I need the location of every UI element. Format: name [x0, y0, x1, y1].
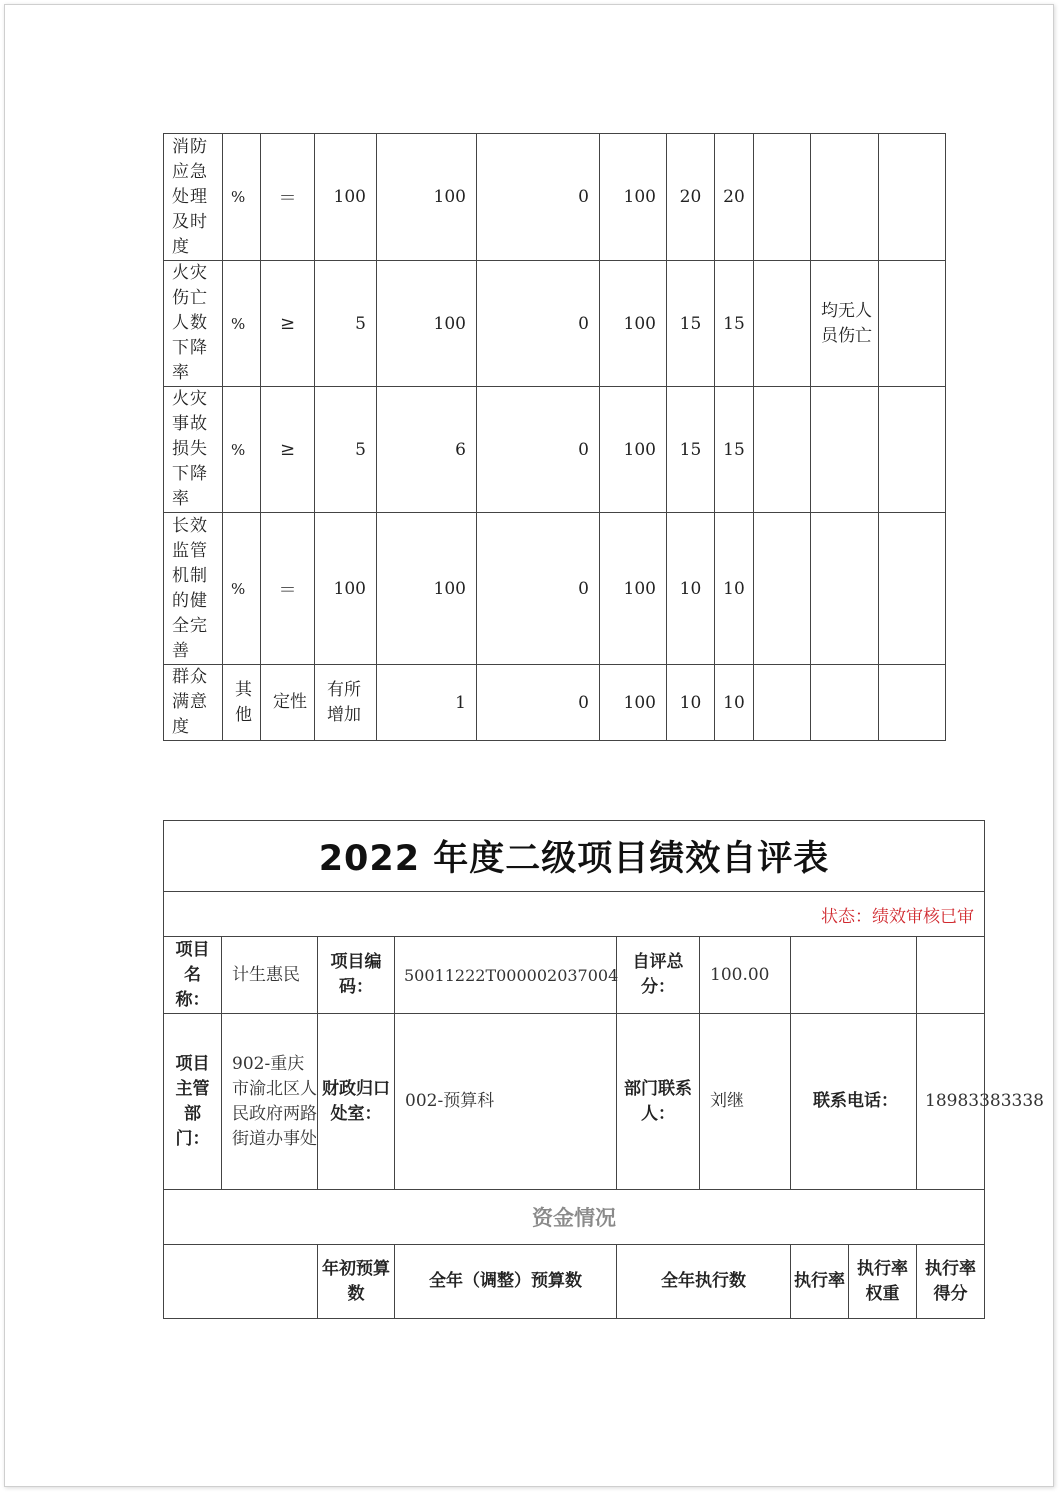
indicator-note: [811, 387, 879, 513]
indicator-name: 群众满意度: [164, 665, 223, 741]
total-score-value: 100.00: [700, 937, 791, 1014]
indicator-name: 火灾伤亡人数下降率: [164, 261, 223, 387]
indicator-value-a: 0: [477, 134, 600, 261]
empty-cell: [754, 387, 811, 513]
indicator-actual: 100: [377, 513, 477, 665]
indicator-target: 5: [315, 261, 377, 387]
empty-cell: [879, 513, 946, 665]
empty-cell: [917, 937, 985, 1014]
project-code-label: 项目编码：: [318, 937, 395, 1014]
table-row: [164, 513, 946, 665]
empty-cell: [879, 665, 946, 741]
indicator-note: [811, 513, 879, 665]
finance-office-value: 002-预算科: [395, 1014, 617, 1190]
status-label: 状态：: [821, 906, 873, 927]
indicator-table: [163, 133, 946, 741]
dept-value: 902-重庆市渝北区人民政府两路街道办事处: [222, 1014, 318, 1190]
indicator-score: 15: [715, 261, 754, 387]
phone-value: 18983383338: [917, 1014, 985, 1190]
form-title: 2022 年度二级项目绩效自评表: [164, 821, 985, 892]
indicator-weight: 15: [667, 387, 715, 513]
indicator-target: 有所增加: [315, 665, 377, 741]
project-code-value: 50011222T000002037004: [395, 937, 617, 1014]
funds-header-adjusted-budget: 全年（调整）预算数: [395, 1245, 617, 1319]
indicator-comparator: ＝: [261, 134, 315, 261]
finance-office-label: 财政归口处室：: [318, 1014, 395, 1190]
funds-header-execution-rate: 执行率: [791, 1245, 849, 1319]
self-evaluation-form: [163, 820, 1044, 1319]
indicator-value-b: 100: [600, 513, 667, 665]
empty-cell: [879, 261, 946, 387]
total-score-label: 自评总分：: [617, 937, 700, 1014]
indicator-unit: %: [223, 134, 261, 261]
indicator-score: 10: [715, 665, 754, 741]
funds-header-executed: 全年执行数: [617, 1245, 791, 1319]
status-line: [164, 892, 985, 937]
indicator-actual: 1: [377, 665, 477, 741]
funds-header-initial-budget: 年初预算数: [318, 1245, 395, 1319]
indicator-value-a: 0: [477, 387, 600, 513]
funds-header-empty: [164, 1245, 318, 1319]
indicator-comparator: ≥: [261, 387, 315, 513]
contact-label: 部门联系人：: [617, 1014, 700, 1190]
dept-label: 项目主管部门：: [164, 1014, 222, 1190]
indicator-actual: 100: [377, 134, 477, 261]
indicator-weight: 15: [667, 261, 715, 387]
indicator-comparator: 定性: [261, 665, 315, 741]
indicator-score: 15: [715, 387, 754, 513]
indicator-name: 火灾事故损失下降率: [164, 387, 223, 513]
indicator-score: 10: [715, 513, 754, 665]
status-badge: 绩效审核已审: [872, 906, 975, 927]
indicator-actual: 100: [377, 261, 477, 387]
project-name-label: 项目名称：: [164, 937, 222, 1014]
empty-cell: [754, 261, 811, 387]
empty-cell: [754, 513, 811, 665]
funds-header-rate-score: 执行率得分: [917, 1245, 985, 1319]
indicator-note: [811, 134, 879, 261]
indicator-unit: %: [223, 261, 261, 387]
indicator-name: 长效监管机制的健全完善: [164, 513, 223, 665]
indicator-value-a: 0: [477, 513, 600, 665]
empty-cell: [754, 134, 811, 261]
indicator-value-a: 0: [477, 261, 600, 387]
indicator-value-b: 100: [600, 134, 667, 261]
indicator-value-b: 100: [600, 261, 667, 387]
indicator-weight: 10: [667, 513, 715, 665]
indicator-value-a: 0: [477, 665, 600, 741]
table-row: [164, 261, 946, 387]
funds-header-rate-weight: 执行率权重: [849, 1245, 917, 1319]
empty-cell: [879, 387, 946, 513]
table-row: [164, 665, 946, 741]
indicator-target: 5: [315, 387, 377, 513]
table-row: [164, 134, 946, 261]
indicator-weight: 20: [667, 134, 715, 261]
empty-cell: [754, 665, 811, 741]
indicator-unit: %: [223, 513, 261, 665]
indicator-weight: 10: [667, 665, 715, 741]
indicator-value-b: 100: [600, 665, 667, 741]
indicator-name: 消防应急处理及时度: [164, 134, 223, 261]
funds-section-title: 资金情况: [164, 1190, 985, 1245]
indicator-actual: 6: [377, 387, 477, 513]
contact-value: 刘继: [700, 1014, 791, 1190]
empty-cell: [791, 937, 917, 1014]
indicator-score: 20: [715, 134, 754, 261]
indicator-note: [811, 665, 879, 741]
empty-cell: [879, 134, 946, 261]
phone-label: 联系电话：: [791, 1014, 917, 1190]
table-row: [164, 387, 946, 513]
indicator-comparator: ≥: [261, 261, 315, 387]
indicator-note: 均无人员伤亡: [811, 261, 879, 387]
indicator-target: 100: [315, 134, 377, 261]
indicator-unit: %: [223, 387, 261, 513]
project-name-value: 计生惠民: [222, 937, 318, 1014]
indicator-comparator: ＝: [261, 513, 315, 665]
indicator-target: 100: [315, 513, 377, 665]
indicator-unit: 其他: [223, 665, 261, 741]
indicator-value-b: 100: [600, 387, 667, 513]
